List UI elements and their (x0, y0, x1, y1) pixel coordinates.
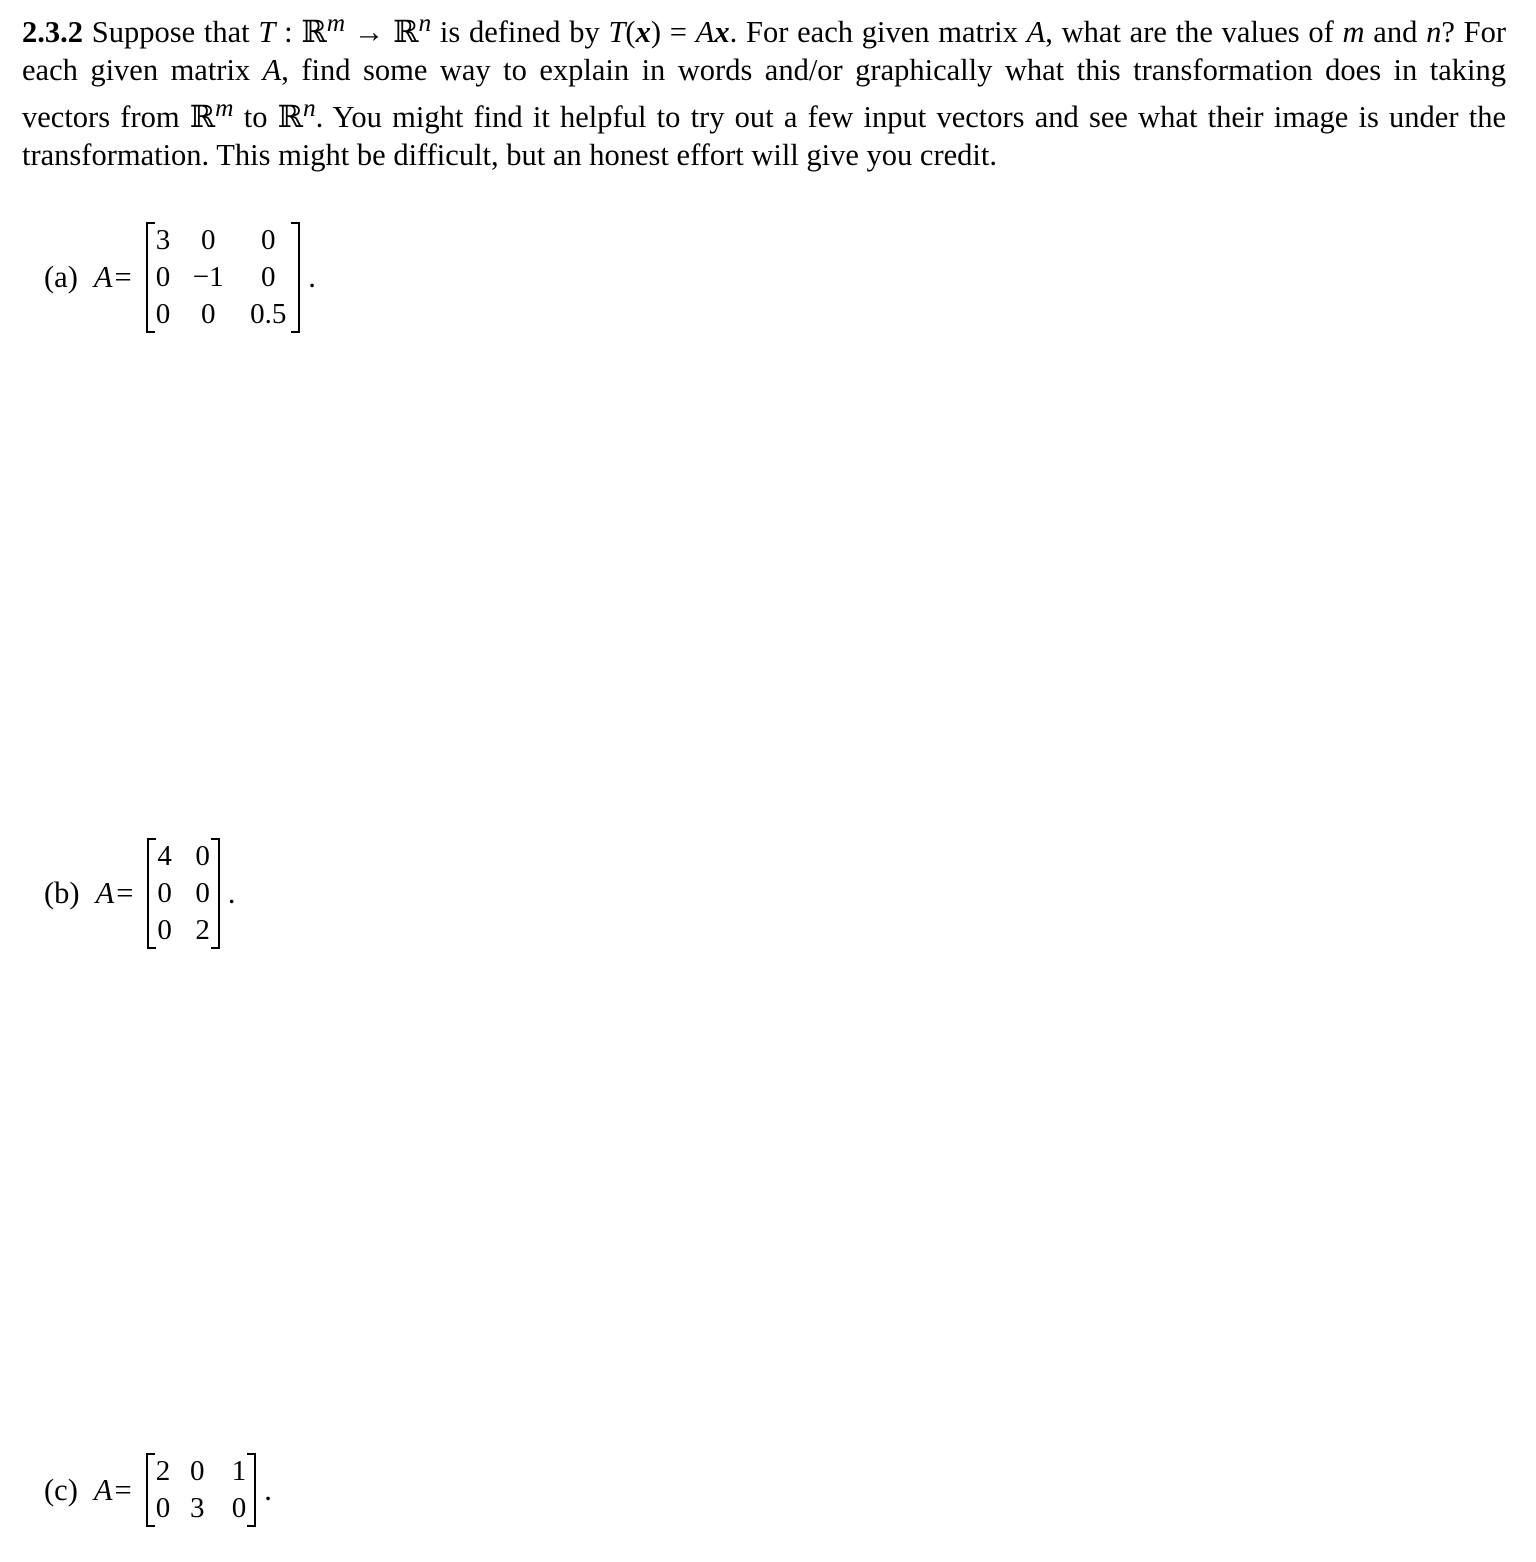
matrix-cell: 0 (231, 1492, 247, 1524)
matrix-c (146, 1453, 257, 1527)
matrix-cell: 3 (155, 224, 171, 256)
matrix-row (157, 838, 210, 875)
equals-sign: = (114, 260, 132, 294)
matrix-cell: 0 (195, 877, 210, 909)
matrix-row (156, 296, 291, 333)
matrix-cell: 0 (157, 877, 172, 909)
matrix-cell: 1 (231, 1455, 247, 1487)
part-label: (c) (44, 1472, 78, 1507)
matrix-cell: 0 (200, 298, 216, 330)
matrix-cell: 0 (189, 1455, 205, 1487)
matrix-cell: 2 (155, 1455, 171, 1487)
matrix-b (147, 838, 220, 949)
period: . (264, 1472, 272, 1507)
matrix-cell: 2 (195, 914, 210, 946)
equals-sign: = (116, 876, 134, 910)
matrix-row (156, 1490, 247, 1527)
matrix-cell: 3 (189, 1492, 205, 1524)
part-c (44, 1453, 272, 1527)
matrix-cell: 0 (260, 224, 276, 256)
matrix-variable: A (93, 260, 113, 294)
matrix-row (157, 875, 210, 912)
matrix-row (156, 1453, 247, 1490)
matrix-cell: 0 (155, 298, 171, 330)
matrix-row (157, 912, 210, 949)
matrix-cell: 0.5 (250, 298, 287, 330)
matrix-cell: −1 (192, 261, 224, 293)
matrix-cell: 0 (200, 224, 216, 256)
problem-number: 2.3.2 (22, 15, 83, 50)
part-label: (b) (44, 876, 80, 910)
problem-statement: 2.3.2 Suppose that T : ℝ$^m$ → ℝ$^n$ is defined by T(x) = Ax. For each given matrix A, what are the values of m and n? For each given matrix A, find some way to explain in words and/or graphically what this transformation does in taking vectors from ℝ$^m$ to ℝ$^n$. You might find it helpful to try out a few input vectors and see what their image is under the transformation. This might be difficult, but an honest effort will give you credit. (22, 9, 1507, 173)
part-b (44, 838, 236, 949)
matrix-variable: A (95, 876, 115, 910)
matrix-cell: 0 (195, 840, 210, 872)
matrix-cell: 0 (157, 914, 172, 946)
part-label: (a) (44, 260, 78, 294)
matrix-cell: 0 (155, 261, 171, 293)
matrix-row (156, 222, 291, 259)
matrix-a (146, 222, 301, 333)
period: . (308, 260, 316, 294)
matrix-variable: A (93, 1472, 113, 1507)
matrix-cell: 0 (260, 261, 276, 293)
matrix-cell: 4 (157, 840, 172, 872)
period: . (227, 876, 236, 910)
equals-sign: = (114, 1472, 132, 1507)
matrix-cell: 0 (155, 1492, 171, 1524)
matrix-row (156, 259, 291, 296)
part-a (44, 222, 316, 333)
